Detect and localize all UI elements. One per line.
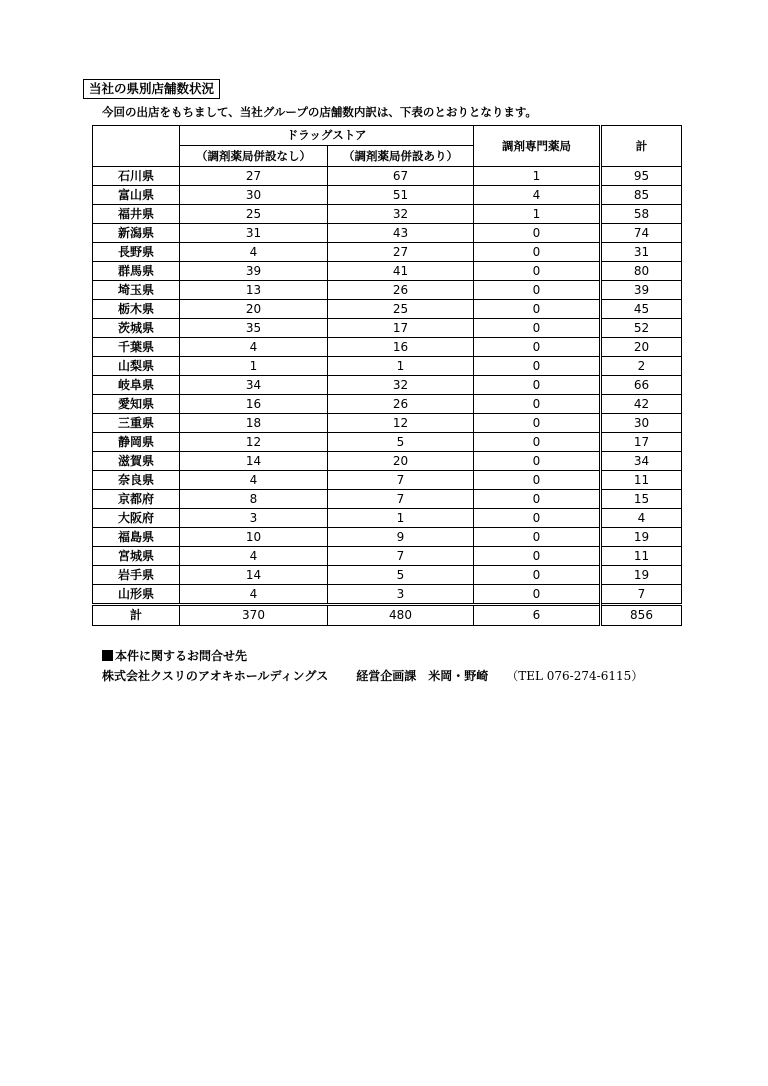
prefecture-cell: 奈良県 [93, 471, 180, 490]
header-with-pharmacy: （調剤薬局併設あり） [328, 146, 474, 167]
dispensing-only-cell: 0 [474, 433, 601, 452]
table-row [93, 585, 682, 605]
dispensing-only-cell: 4 [474, 186, 601, 205]
dispensing-only-cell: 0 [474, 414, 601, 433]
row-total-cell: 2 [601, 357, 682, 376]
table-row [93, 509, 682, 528]
total-label: 計 [93, 605, 180, 626]
with-pharmacy-cell: 20 [328, 452, 474, 471]
total-with-pharmacy: 480 [328, 605, 474, 626]
with-pharmacy-cell: 7 [328, 547, 474, 566]
prefecture-cell: 三重県 [93, 414, 180, 433]
without-pharmacy-cell: 4 [180, 471, 328, 490]
with-pharmacy-cell: 9 [328, 528, 474, 547]
table-row [93, 357, 682, 376]
row-total-cell: 34 [601, 452, 682, 471]
table-row [93, 243, 682, 262]
without-pharmacy-cell: 4 [180, 243, 328, 262]
without-pharmacy-cell: 18 [180, 414, 328, 433]
with-pharmacy-cell: 26 [328, 395, 474, 414]
contact-heading-text: 本件に関するお問合せ先 [115, 649, 248, 663]
dispensing-only-cell: 0 [474, 224, 601, 243]
without-pharmacy-cell: 30 [180, 186, 328, 205]
row-total-cell: 74 [601, 224, 682, 243]
table-row [93, 471, 682, 490]
prefecture-cell: 京都府 [93, 490, 180, 509]
with-pharmacy-cell: 51 [328, 186, 474, 205]
with-pharmacy-cell: 32 [328, 205, 474, 224]
header-total: 計 [601, 126, 682, 167]
prefecture-cell: 埼玉県 [93, 281, 180, 300]
dispensing-only-cell: 0 [474, 585, 601, 605]
without-pharmacy-cell: 39 [180, 262, 328, 281]
row-total-cell: 42 [601, 395, 682, 414]
without-pharmacy-cell: 27 [180, 167, 328, 186]
without-pharmacy-cell: 4 [180, 585, 328, 605]
contact-names: 米岡・野崎 [428, 669, 489, 683]
table-row [93, 547, 682, 566]
dispensing-only-cell: 0 [474, 338, 601, 357]
table-total-row [93, 605, 682, 626]
contact-company: 株式会社クスリのアオキホールディングス [102, 669, 329, 683]
without-pharmacy-cell: 4 [180, 547, 328, 566]
prefecture-cell: 山形県 [93, 585, 180, 605]
without-pharmacy-cell: 12 [180, 433, 328, 452]
black-square-icon [102, 650, 113, 661]
prefecture-cell: 山梨県 [93, 357, 180, 376]
table-row [93, 205, 682, 224]
without-pharmacy-cell: 31 [180, 224, 328, 243]
table-row [93, 224, 682, 243]
table-row [93, 319, 682, 338]
prefecture-cell: 岐阜県 [93, 376, 180, 395]
prefecture-cell: 栃木県 [93, 300, 180, 319]
row-total-cell: 31 [601, 243, 682, 262]
table-row [93, 281, 682, 300]
dispensing-only-cell: 1 [474, 167, 601, 186]
with-pharmacy-cell: 32 [328, 376, 474, 395]
table-body [93, 167, 682, 605]
contact-department: 経営企画課 [356, 669, 417, 683]
with-pharmacy-cell: 3 [328, 585, 474, 605]
with-pharmacy-cell: 7 [328, 490, 474, 509]
dispensing-only-cell: 0 [474, 528, 601, 547]
prefecture-cell: 滋賀県 [93, 452, 180, 471]
table-row [93, 300, 682, 319]
dispensing-only-cell: 0 [474, 566, 601, 585]
without-pharmacy-cell: 14 [180, 566, 328, 585]
prefecture-cell: 福島県 [93, 528, 180, 547]
without-pharmacy-cell: 25 [180, 205, 328, 224]
prefecture-cell: 愛知県 [93, 395, 180, 414]
without-pharmacy-cell: 16 [180, 395, 328, 414]
with-pharmacy-cell: 43 [328, 224, 474, 243]
without-pharmacy-cell: 8 [180, 490, 328, 509]
without-pharmacy-cell: 13 [180, 281, 328, 300]
row-total-cell: 11 [601, 471, 682, 490]
with-pharmacy-cell: 1 [328, 509, 474, 528]
prefecture-cell: 宮城県 [93, 547, 180, 566]
table-row [93, 528, 682, 547]
with-pharmacy-cell: 1 [328, 357, 474, 376]
table-row [93, 186, 682, 205]
row-total-cell: 95 [601, 167, 682, 186]
table-row [93, 376, 682, 395]
intro-text: 今回の出店をもちまして、当社グループの店舗数内訳は、下表のとおりとなります。 [102, 105, 537, 119]
table-header-row [93, 126, 682, 146]
with-pharmacy-cell: 17 [328, 319, 474, 338]
with-pharmacy-cell: 25 [328, 300, 474, 319]
contact-tel: （TEL 076-274-6115） [506, 669, 644, 683]
section-title: 当社の県別店舗数状況 [83, 79, 220, 99]
row-total-cell: 11 [601, 547, 682, 566]
dispensing-only-cell: 0 [474, 471, 601, 490]
row-total-cell: 4 [601, 509, 682, 528]
dispensing-only-cell: 0 [474, 300, 601, 319]
prefecture-cell: 千葉県 [93, 338, 180, 357]
prefecture-cell: 福井県 [93, 205, 180, 224]
table-row [93, 566, 682, 585]
dispensing-only-cell: 0 [474, 547, 601, 566]
with-pharmacy-cell: 41 [328, 262, 474, 281]
grand-total: 856 [601, 605, 682, 626]
prefecture-cell: 長野県 [93, 243, 180, 262]
without-pharmacy-cell: 34 [180, 376, 328, 395]
prefecture-cell: 大阪府 [93, 509, 180, 528]
header-without-pharmacy: （調剤薬局併設なし） [180, 146, 328, 167]
table-row [93, 490, 682, 509]
row-total-cell: 45 [601, 300, 682, 319]
table-row [93, 167, 682, 186]
row-total-cell: 66 [601, 376, 682, 395]
row-total-cell: 58 [601, 205, 682, 224]
dispensing-only-cell: 0 [474, 395, 601, 414]
row-total-cell: 17 [601, 433, 682, 452]
prefecture-cell: 岩手県 [93, 566, 180, 585]
prefecture-cell: 富山県 [93, 186, 180, 205]
table-row [93, 452, 682, 471]
row-total-cell: 80 [601, 262, 682, 281]
dispensing-only-cell: 0 [474, 357, 601, 376]
row-total-cell: 30 [601, 414, 682, 433]
dispensing-only-cell: 0 [474, 281, 601, 300]
dispensing-only-cell: 0 [474, 376, 601, 395]
dispensing-only-cell: 0 [474, 490, 601, 509]
prefecture-cell: 群馬県 [93, 262, 180, 281]
without-pharmacy-cell: 10 [180, 528, 328, 547]
with-pharmacy-cell: 7 [328, 471, 474, 490]
row-total-cell: 52 [601, 319, 682, 338]
prefecture-cell: 茨城県 [93, 319, 180, 338]
dispensing-only-cell: 0 [474, 262, 601, 281]
with-pharmacy-cell: 12 [328, 414, 474, 433]
row-total-cell: 39 [601, 281, 682, 300]
with-pharmacy-cell: 16 [328, 338, 474, 357]
dispensing-only-cell: 1 [474, 205, 601, 224]
without-pharmacy-cell: 14 [180, 452, 328, 471]
row-total-cell: 19 [601, 566, 682, 585]
with-pharmacy-cell: 5 [328, 566, 474, 585]
store-count-table [92, 125, 682, 626]
header-blank-cell [93, 126, 180, 167]
without-pharmacy-cell: 3 [180, 509, 328, 528]
header-drugstore: ドラッグストア [180, 126, 474, 146]
dispensing-only-cell: 0 [474, 509, 601, 528]
prefecture-cell: 石川県 [93, 167, 180, 186]
without-pharmacy-cell: 4 [180, 338, 328, 357]
total-without-pharmacy: 370 [180, 605, 328, 626]
prefecture-cell: 新潟県 [93, 224, 180, 243]
dispensing-only-cell: 0 [474, 452, 601, 471]
prefecture-cell: 静岡県 [93, 433, 180, 452]
row-total-cell: 7 [601, 585, 682, 605]
without-pharmacy-cell: 1 [180, 357, 328, 376]
with-pharmacy-cell: 5 [328, 433, 474, 452]
without-pharmacy-cell: 20 [180, 300, 328, 319]
row-total-cell: 85 [601, 186, 682, 205]
contact-line [102, 668, 643, 684]
table-row [93, 433, 682, 452]
row-total-cell: 19 [601, 528, 682, 547]
contact-heading [102, 648, 247, 664]
table-row [93, 262, 682, 281]
total-dispensing-only: 6 [474, 605, 601, 626]
with-pharmacy-cell: 67 [328, 167, 474, 186]
with-pharmacy-cell: 27 [328, 243, 474, 262]
without-pharmacy-cell: 35 [180, 319, 328, 338]
dispensing-only-cell: 0 [474, 319, 601, 338]
dispensing-only-cell: 0 [474, 243, 601, 262]
row-total-cell: 20 [601, 338, 682, 357]
header-dispensing-only: 調剤専門薬局 [474, 126, 601, 167]
table-row [93, 338, 682, 357]
table-row [93, 395, 682, 414]
with-pharmacy-cell: 26 [328, 281, 474, 300]
row-total-cell: 15 [601, 490, 682, 509]
table-row [93, 414, 682, 433]
